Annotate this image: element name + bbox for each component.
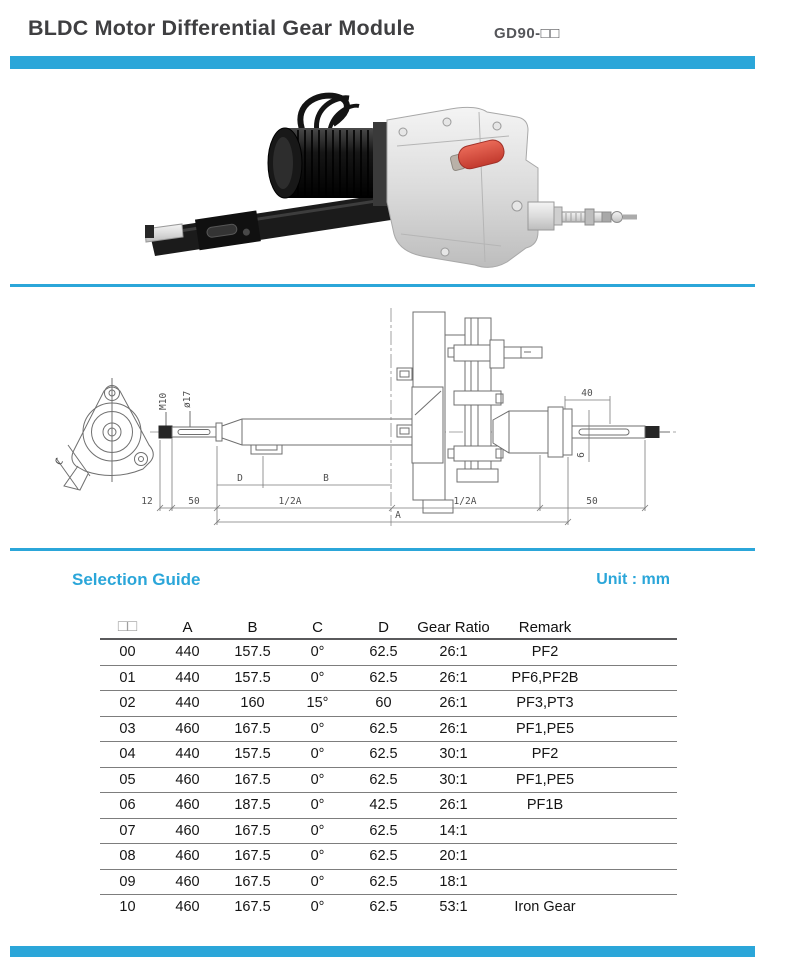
table-cell: 460 (155, 793, 220, 819)
table-cell: 06 (100, 793, 155, 819)
table-cell: 440 (155, 691, 220, 717)
table-cell: 05 (100, 767, 155, 793)
table-cell: 62.5 (369, 644, 398, 661)
table-cell (490, 844, 600, 870)
table-row (100, 895, 677, 920)
table-cell: 157.5 (234, 644, 271, 661)
product-photo (145, 84, 655, 282)
selection-guide-title: Selection Guide (72, 570, 201, 589)
table-cell: 62.5 (350, 716, 417, 742)
table-cell-filler (600, 869, 677, 895)
left-shaft (158, 391, 412, 454)
table-cell: 0° (285, 869, 350, 895)
table-cell: 42.5 (350, 793, 417, 819)
table-cell: 167.5 (220, 895, 285, 920)
table-row (100, 691, 677, 717)
table-cell: 0° (285, 742, 350, 768)
table-cell: 62.5 (350, 742, 417, 768)
table-cell-filler (600, 716, 677, 742)
table-cell: 15° (285, 691, 350, 717)
flange-end-view (53, 378, 153, 490)
table-cell: 167.5 (220, 818, 285, 844)
table-cell: 01 (100, 665, 155, 691)
table-cell: 157.5 (220, 742, 285, 768)
table-cell: 10 (100, 895, 155, 920)
table-cell: 167.5 (220, 869, 285, 895)
table-cell: 02 (100, 691, 155, 717)
table-cell: 0° (285, 665, 350, 691)
table-cell: 440 (175, 644, 200, 661)
table-cell: 26:1 (417, 716, 490, 742)
unit-label: Unit : mm (596, 571, 670, 588)
model-code: GD90-□□ (494, 25, 560, 42)
table-cell: 30:1 (417, 767, 490, 793)
table-cell: 53:1 (417, 895, 490, 920)
table-cell: PF1,PE5 (490, 767, 600, 793)
table-cell: 04 (100, 742, 155, 768)
table-cell-filler (600, 767, 677, 793)
table-cell-filler (600, 742, 677, 768)
dim-label-half-a-right: 1/2A (453, 496, 477, 507)
table-cell: 0° (285, 793, 350, 819)
dim-label-50-right: 50 (586, 496, 598, 507)
dim-label-b: B (323, 473, 329, 484)
column-header: Remark (490, 616, 600, 639)
table-cell: 00 (119, 644, 136, 661)
table-cell (490, 869, 600, 895)
selection-table (100, 616, 677, 920)
table-cell: PF1,PE5 (490, 716, 600, 742)
motor-body (268, 122, 387, 206)
dim-label-6: 6 (576, 452, 587, 458)
table-cell: PF2 (531, 644, 559, 661)
table-cell: 03 (100, 716, 155, 742)
table-cell: 0° (285, 818, 350, 844)
table-header (100, 616, 677, 639)
table-cell: 0° (285, 895, 350, 920)
table-cell: 0° (285, 844, 350, 870)
column-header: A (155, 616, 220, 639)
table-cell: 20:1 (417, 844, 490, 870)
axle-tube (145, 194, 391, 256)
table-cell: 167.5 (220, 767, 285, 793)
column-header: □□ (100, 616, 155, 639)
table-cell: 0° (285, 716, 350, 742)
table-cell-filler (600, 639, 677, 665)
accent-bar-bottom (10, 946, 755, 957)
table-cell: 62.5 (350, 869, 417, 895)
table-cell: 62.5 (350, 895, 417, 920)
table-cell: 62.5 (350, 665, 417, 691)
table-cell: Iron Gear (490, 895, 600, 920)
table-cell-filler (600, 895, 677, 920)
table-row (100, 767, 677, 793)
table-cell: 62.5 (350, 767, 417, 793)
table-row (100, 665, 677, 691)
dim-label-50-left: 50 (188, 496, 200, 507)
technical-drawing (0, 290, 790, 548)
accent-bar-top (10, 56, 755, 69)
table-row (100, 716, 677, 742)
table-cell: 460 (155, 895, 220, 920)
table-cell: 62.5 (350, 844, 417, 870)
column-header: C (285, 616, 350, 639)
table-cell: PF6,PF2B (490, 665, 600, 691)
table-cell: 440 (155, 665, 220, 691)
table-cell: 187.5 (220, 793, 285, 819)
table-cell: PF2 (490, 742, 600, 768)
table-cell: PF1B (490, 793, 600, 819)
table-body (100, 639, 677, 920)
table-cell: 26:1 (439, 644, 468, 661)
table-cell (490, 818, 600, 844)
dim-label-dia17: ø17 (182, 390, 193, 408)
table-cell: 0° (310, 644, 325, 661)
table-cell: 08 (100, 844, 155, 870)
dim-label-c: C (53, 456, 66, 468)
column-header: B (220, 616, 285, 639)
table-row (100, 869, 677, 895)
table-cell: 167.5 (220, 844, 285, 870)
table-cell: 460 (155, 869, 220, 895)
table-row (100, 742, 677, 768)
table-cell: 157.5 (220, 665, 285, 691)
table-cell: 18:1 (417, 869, 490, 895)
table-row (100, 818, 677, 844)
table-cell: 60 (350, 691, 417, 717)
table-cell: 30:1 (417, 742, 490, 768)
table-cell-filler (600, 844, 677, 870)
output-shaft (528, 202, 637, 230)
table-cell: 460 (155, 716, 220, 742)
table-cell: 460 (155, 844, 220, 870)
table-cell: 0° (285, 767, 350, 793)
table-cell: 07 (100, 818, 155, 844)
gearbox-housing (387, 107, 538, 267)
dim-label-m10: M10 (158, 392, 169, 410)
table-cell: 460 (155, 767, 220, 793)
table-row (100, 639, 677, 665)
table-cell-filler (600, 793, 677, 819)
table-cell: PF3,PT3 (490, 691, 600, 717)
table-cell: 26:1 (417, 793, 490, 819)
column-header: Gear Ratio (417, 616, 490, 639)
table-row (100, 793, 677, 819)
table-cell: 26:1 (417, 665, 490, 691)
dim-label-half-a-left: 1/2A (278, 496, 302, 507)
column-header-filler (600, 616, 677, 639)
table-cell: 167.5 (220, 716, 285, 742)
table-row (100, 844, 677, 870)
page-title: BLDC Motor Differential Gear Module (28, 16, 415, 40)
dim-label-a: A (395, 510, 401, 521)
table-cell: 62.5 (350, 818, 417, 844)
table-cell-filler (600, 818, 677, 844)
column-header: D (350, 616, 417, 639)
table-cell: 14:1 (417, 818, 490, 844)
dim-label-d: D (237, 473, 243, 484)
right-output (493, 407, 670, 457)
divider-line-bottom (10, 548, 755, 551)
table-cell: 440 (155, 742, 220, 768)
table-cell-filler (600, 665, 677, 691)
divider-line-top (10, 284, 755, 287)
table-cell: 160 (220, 691, 285, 717)
table-cell: 460 (155, 818, 220, 844)
table-cell-filler (600, 691, 677, 717)
dim-label-40: 40 (581, 388, 593, 399)
table-cell: 09 (100, 869, 155, 895)
table-cell: 26:1 (417, 691, 490, 717)
dim-label-12: 12 (141, 496, 153, 507)
